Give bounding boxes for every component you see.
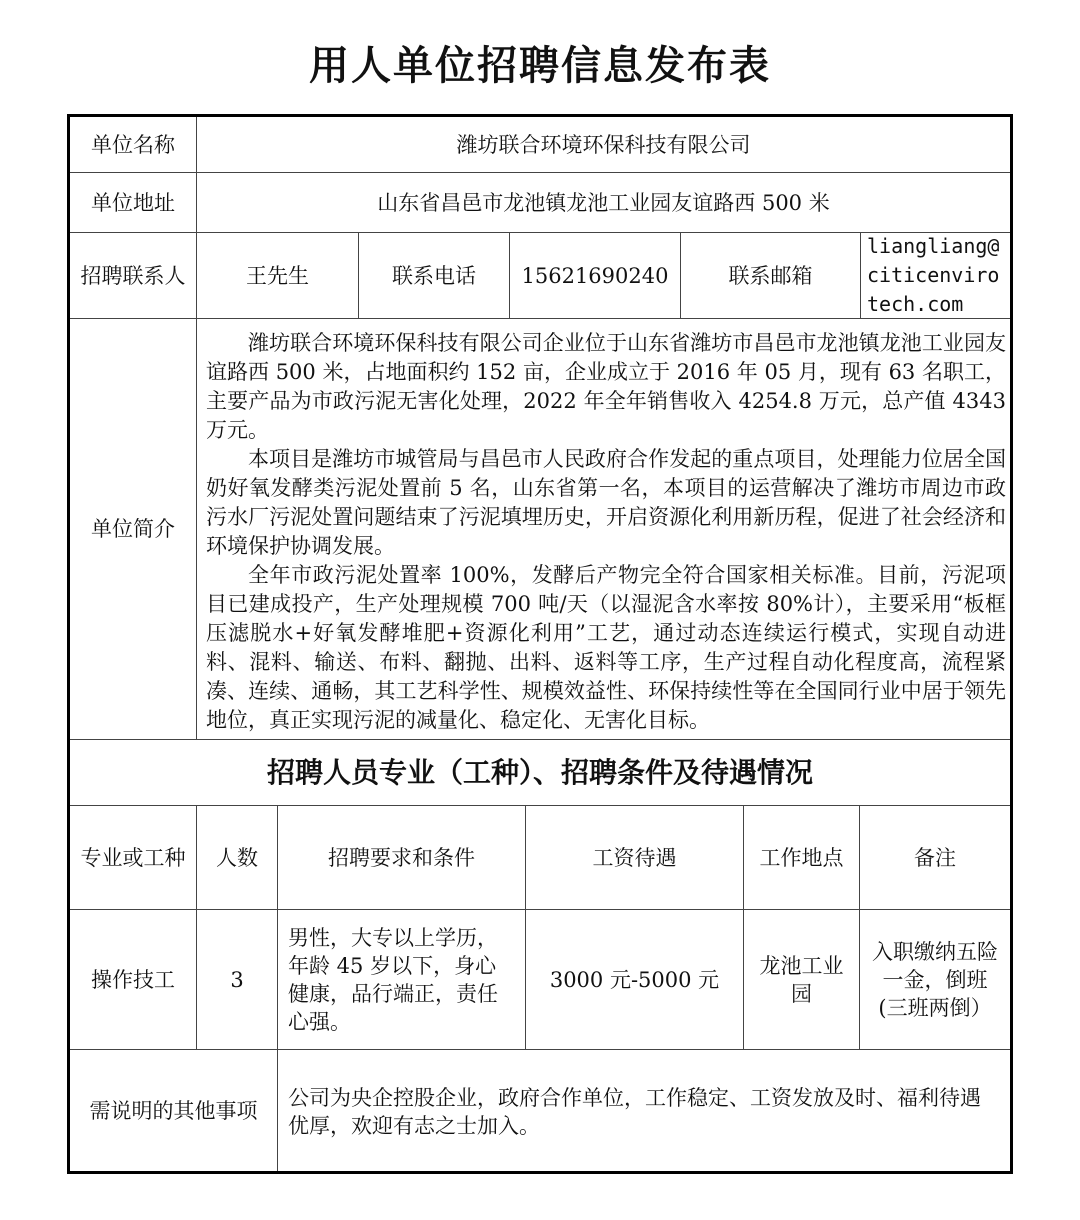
phone-number: 15621690240: [510, 233, 681, 319]
phone-label: 联系电话: [359, 233, 510, 319]
contact-email: liangliang@citicenvirotech.com: [861, 233, 1010, 319]
contact-label: 招聘联系人: [70, 233, 197, 319]
intro-paragraph: 全年市政污泥处置率 100%，发酵后产物完全符合国家相关标准。目前，污泥项目已建成投产，生产处理规模 700 吨/天（以湿泥含水率按 80%计），主要采用“板框压滤脱水+好氧发酵堆肥+资源化利用”工艺，通过动态连续运行模式，实现自动进料、混料、输送、布料、翻抛、出料、返料等工序，生产过程自动化程度高，流程紧凑、连续、通畅，其工艺科学性、规模效益性、环保持续性等在全国同行业中居于领先地位，真正实现污泥的减量化、稳定化、无害化目标。: [206, 563, 1006, 732]
company-intro: [206, 329, 1006, 735]
header-location: 工作地点: [744, 806, 860, 910]
intro-paragraph: 本项目是潍坊市城管局与昌邑市人民政府合作发起的重点项目，处理能力位居全国奶好氧发酵类污泥处置前 5 名，山东省第一名，本项目的运营解决了潍坊市周边市政污水厂污泥处置问题结束了污泥填埋历史，开启资源化利用新历程，促进了社会经济和环境保护协调发展。: [206, 447, 1006, 558]
notes: 入职缴纳五险一金，倒班(三班两倒）: [860, 910, 1010, 1050]
page-title: 用人单位招聘信息发布表: [309, 43, 771, 89]
section-title: 招聘人员专业（工种）、招聘条件及待遇情况: [70, 740, 1010, 806]
other-label: 需说明的其他事项: [70, 1050, 278, 1171]
salary: 3000 元-5000 元: [526, 910, 744, 1050]
work-location: 龙池工业园: [744, 910, 860, 1050]
header-notes: 备注: [860, 806, 1010, 910]
job-title: 操作技工: [70, 910, 197, 1050]
header-requirements: 招聘要求和条件: [278, 806, 526, 910]
company-address-label: 单位地址: [70, 173, 197, 233]
company-address: 山东省昌邑市龙池镇龙池工业园友谊路西 500 米: [197, 173, 1010, 233]
head-count: 3: [197, 910, 278, 1050]
intro-paragraph: 潍坊联合环境环保科技有限公司企业位于山东省潍坊市昌邑市龙池镇龙池工业园友谊路西 500 米，占地面积约 152 亩，企业成立于 2016 年 05 月，现有 63 名职工，主要产品为市政污泥无害化处理，2022 年全年销售收入 4254.8 万元，总产值 4343 万元。: [206, 331, 1006, 442]
contact-person: 王先生: [197, 233, 359, 319]
company-name: 潍坊联合环境环保科技有限公司: [197, 117, 1010, 173]
other-text: 公司为央企控股企业，政府合作单位，工作稳定、工资发放及时、福利待遇优厚，欢迎有志之士加入。: [288, 1086, 981, 1138]
email-label: 联系邮箱: [681, 233, 861, 319]
requirements: 男性，大专以上学历，年龄 45 岁以下，身心健康，品行端正，责任心强。: [278, 910, 526, 1050]
header-salary: 工资待遇: [526, 806, 744, 910]
header-job: 专业或工种: [70, 806, 197, 910]
header-count: 人数: [197, 806, 278, 910]
intro-label: 单位简介: [70, 319, 197, 740]
company-name-label: 单位名称: [70, 117, 197, 173]
